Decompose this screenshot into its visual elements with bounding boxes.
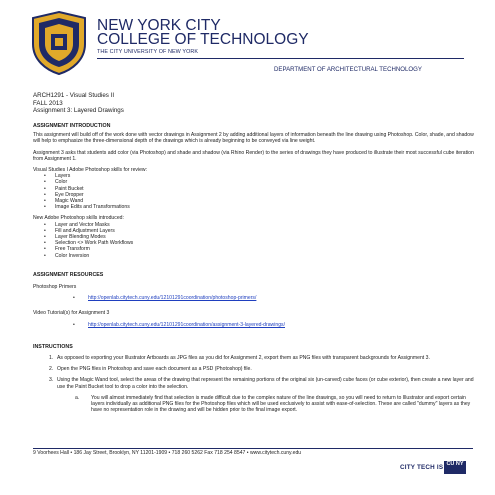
intro-paragraph-2: Assignment 3 asks that students add color (via Photoshop) and shade and shadow (via Rhino Render) to the series of drawings they have produced to illustrate their most successful cube iteration from Assignment 1. — [33, 149, 474, 162]
skills-new-list — [33, 222, 475, 259]
primers-link-item — [33, 295, 475, 301]
list-item: • Layers — [33, 173, 475, 179]
subitem-text: You will almost immediately find that selection is made difficult due to the complex nature of the line drawings, so you will need to return to Illustrator and export certain layers individually as additional PNG files for the Photoshop files which will be used exclusively to assist with ease-of-selection. These are called "dummy" layers as they have no representation role in the drawing and will be hidden prior to the final image export. — [91, 394, 471, 414]
footer-divider — [33, 448, 473, 449]
instruction-text: As opposed to exporting your Illustrator Artboards as JPG files as you did for Assignment 2, export them as PNG files with transparent backgrounds for Assignment 3. — [57, 355, 430, 362]
footer-logo-text: CITY TECH IS — [400, 464, 444, 471]
skills-review-label: Visual Studies I Adobe Photoshop skills for review: — [33, 167, 148, 174]
resources-heading: ASSIGNMENT RESOURCES — [33, 271, 104, 278]
list-item: • Paint Bucket — [33, 186, 475, 192]
list-item: • Eye Dropper — [33, 192, 475, 198]
video-link-item — [33, 322, 475, 328]
list-item: • Magic Wand — [33, 198, 475, 204]
intro-paragraph-1: This assignment will build off of the work done with vector drawings in Assignment 2 by adding additional layers of information beneath the line drawing using Photoshop. Color, shade, and shadow will help to emphasize the three-dimensional depth of the drawings which is already beginning to be conveyed via line weight. — [33, 132, 474, 145]
college-name — [97, 19, 309, 47]
assignment-meta — [33, 92, 124, 115]
list-item: • Layer and Vector Masks — [33, 222, 475, 228]
instruction-item-3 — [33, 377, 475, 389]
list-item: • Free Transform — [33, 246, 475, 252]
department-name: DEPARTMENT OF ARCHITECTURAL TECHNOLOGY — [274, 66, 422, 73]
college-seal-icon — [30, 10, 88, 76]
list-item: • Selection <> Work Path Workflows — [33, 240, 475, 246]
term: FALL 2013 — [33, 99, 63, 107]
list-item: • Color Inversion — [33, 253, 475, 259]
primers-label: Photoshop Primers — [33, 284, 77, 291]
instruction-number: 2. — [49, 366, 54, 373]
course-title: ARCH1291 - Visual Studies II — [33, 92, 115, 99]
instruction-item-1 — [33, 355, 475, 361]
list-item: • Fill and Adjustment Layers — [33, 228, 475, 234]
subitem-letter: a. — [75, 394, 80, 401]
instruction-text: Using the Magic Wand tool, select the areas of the drawing that represent the remaining portions of the original six (un-carved) cube faces (or cube exterior), then create a new layer and use the Paint Bucket tool to drop a color into the selection. — [57, 377, 474, 390]
instruction-text: Open the PNG files in Photoshop and save each document as a PSD (Photoshop) file. — [57, 366, 252, 373]
instruction-number: 3. — [49, 377, 54, 384]
cuny-logo-icon: CU NY — [444, 461, 466, 474]
header-divider — [97, 58, 464, 59]
list-item: • Layer Blending Modes — [33, 234, 475, 240]
skills-new-label: New Adobe Photoshop skills introduced: — [33, 215, 124, 222]
skills-review-list — [33, 173, 475, 210]
list-item: • Image Edits and Transformations — [33, 204, 475, 210]
instruction-item-2 — [33, 366, 475, 372]
instruction-subitem-a — [33, 395, 475, 414]
document-body — [33, 123, 475, 419]
video-link[interactable]: http://openlab.citytech.cuny.edu/12101291coordination/assignment-3-layered-drawings/ — [88, 321, 285, 328]
college-name-line1: NEW YORK CITY — [97, 17, 221, 34]
footer-address: 9 Voorhees Hall • 186 Jay Street, Brooklyn, NY 11201-1909 • 718 260 5262 Fax 718 254 8547 • www.citytech.cuny.edu — [33, 450, 302, 456]
instruction-number: 1. — [49, 355, 54, 362]
intro-heading: ASSIGNMENT INTRODUCTION — [33, 123, 111, 129]
primers-link[interactable]: http://openlab.citytech.cuny.edu/12101291coordination/photoshop-primers/ — [88, 295, 257, 302]
assignment-title: Assignment 3: Layered Drawings — [33, 107, 124, 114]
college-name-line2: COLLEGE OF TECHNOLOGY — [97, 31, 309, 48]
university-name: THE CITY UNIVERSITY OF NEW YORK — [97, 49, 199, 55]
video-label: Video Tutorial(s) for Assignment 3 — [33, 310, 110, 317]
instructions-heading: INSTRUCTIONS — [33, 343, 73, 350]
list-item: • Color — [33, 179, 475, 185]
